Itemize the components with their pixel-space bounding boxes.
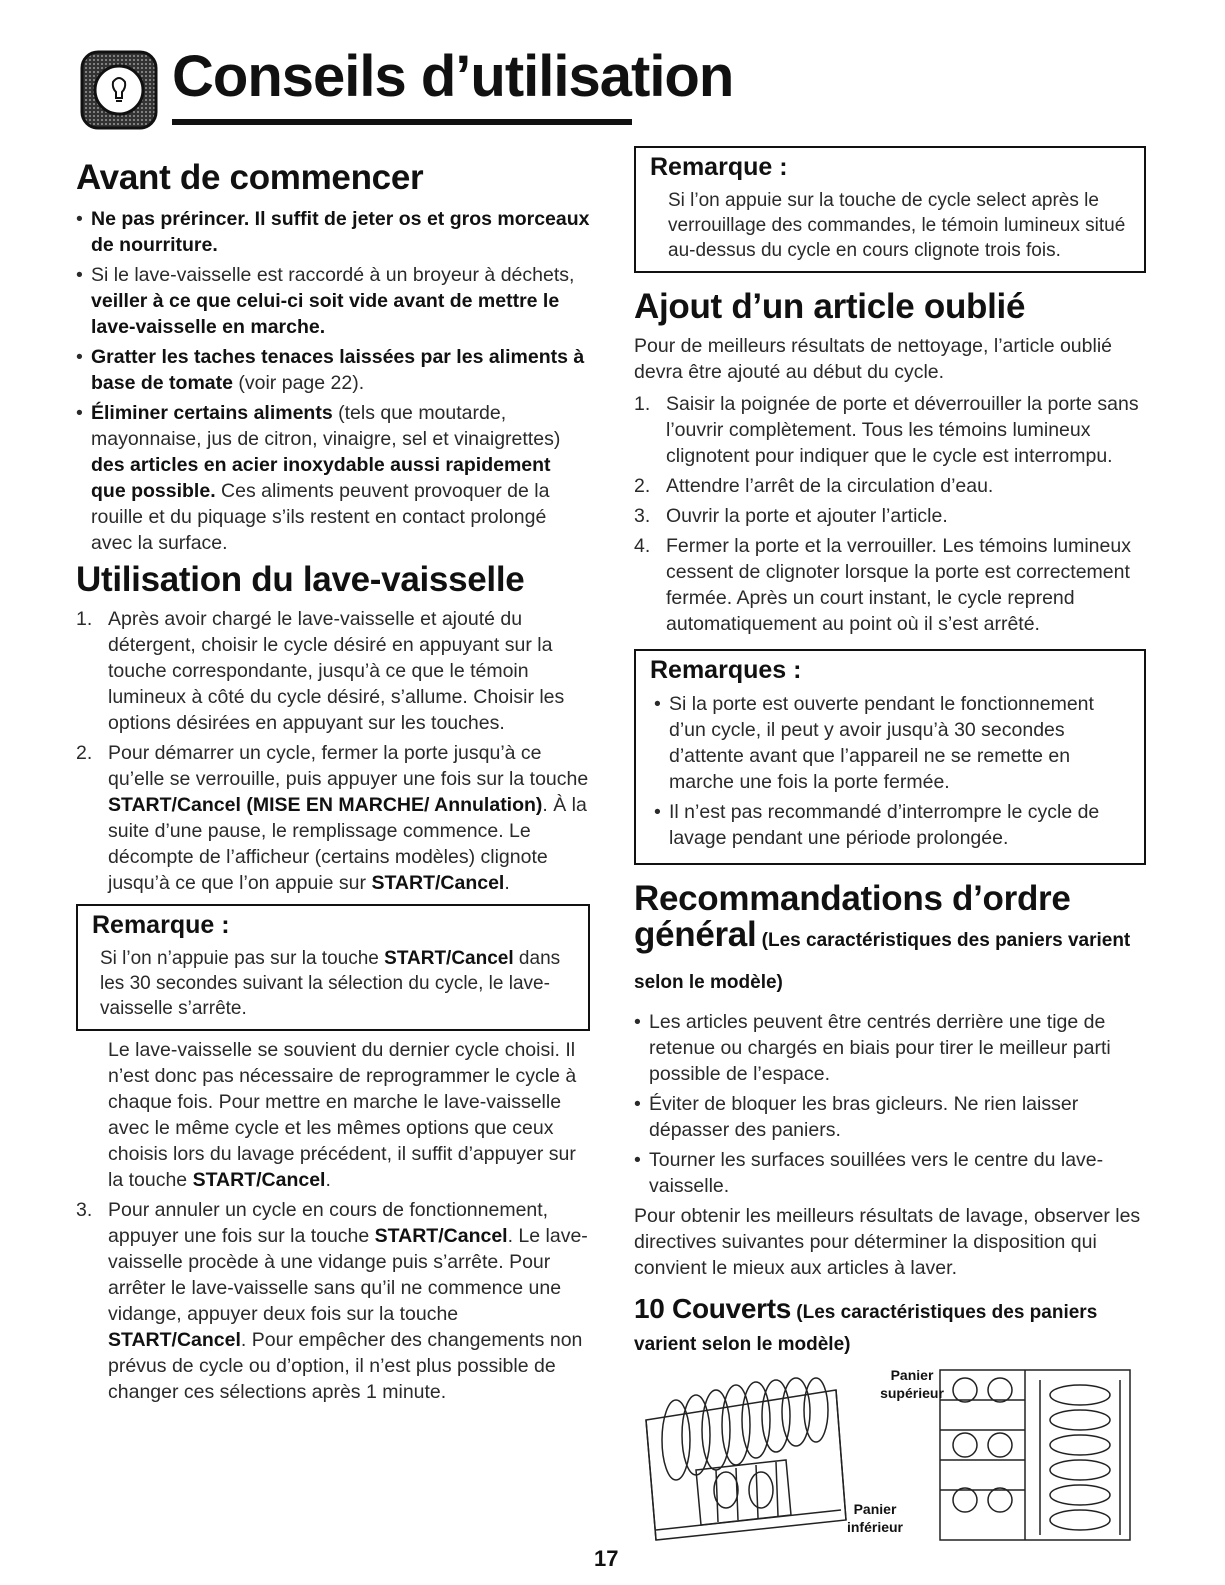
section-heading-utilisation: Utilisation du lave-vaisselle xyxy=(76,560,525,599)
section-heading-couverts: 10 Couverts (Les caractéristiques des paniers varient selon le modèle) xyxy=(634,1293,1098,1355)
label-upper-rack: Panier supérieur xyxy=(880,1367,944,1401)
section-heading-ajout: Ajout d’un article oublié xyxy=(634,287,1026,326)
note-box-start-cancel xyxy=(76,904,590,1031)
page-title: Conseils d’utilisation xyxy=(172,44,734,109)
section-heading-avant: Avant de commencer xyxy=(76,158,424,197)
step-item: 1. Après avoir chargé le lave-vaisselle et ajouté du détergent, choisir le cycle désiré en appuyant sur la touche correspondante, jusqu’à ce que le témoin lumineux à côté du cycle désiré, s’allume. Choisir les options désirées en appuyant sur les touches. xyxy=(76,608,565,734)
step-item: 1. Saisir la poignée de porte et déverrouiller la porte sans l’ouvrir complètement. Tous les témoins lumineux clignotent pour indiquer que le cycle est interrompu. xyxy=(634,393,1139,467)
note-heading: Remarque : xyxy=(92,911,230,939)
list-item: • Les articles peuvent être centrés derrière une tige de retenue ou chargés en biais pour tirer le meilleur parti possible de l’espace. xyxy=(634,1009,1146,1087)
remarques-list xyxy=(650,691,1132,851)
step-item: 4. Fermer la porte et la verrouiller. Les témoins lumineux cessent de clignoter lorsque la porte est correctement fermée. Après un court instant, le cycle reprend automatiquement au point où il s’est arrêté. xyxy=(634,535,1131,635)
dishwasher-lower-rack-illustration xyxy=(636,1350,856,1550)
note-heading: Remarques : xyxy=(650,656,802,684)
avant-list xyxy=(76,206,590,556)
page-number: 17 xyxy=(594,1546,619,1571)
list-item: • Éliminer certains aliments (tels que moutarde, mayonnaise, jus de citron, vinaigre, sel et vinaigrettes) des articles en acier inoxydable aussi rapidement que possible. Ces aliments peuvent provoquer de la rouille et du piquage s’ils restent en contact prolongé avec la surface. xyxy=(76,400,590,556)
ajout-steps xyxy=(634,391,1146,637)
list-item: • Si le lave-vaisselle est raccordé à un broyeur à déchets, veiller à ce que celui-ci soit vide avant de mettre le lave-vaisselle en marche. xyxy=(76,262,590,340)
note-box-remarques xyxy=(634,649,1146,865)
utilisation-steps xyxy=(76,606,590,896)
step-item: 3. Pour annuler un cycle en cours de fonctionnement, appuyer une fois sur la touche START/Cancel. Le lave-vaisselle procède à une vidange puis s’arrête. Pour arrêter le lave-vaisselle sans qu’il ne commence une vidange, appuyer deux fois sur la touche START/Cancel. Pour empêcher des changements non prévus de cycle ou d’option, il n’est plus possible de changer ces sélections après 1 minute. xyxy=(76,1199,588,1403)
right-column xyxy=(634,146,1146,1359)
reco-paragraph: Pour obtenir les meilleurs résultats de lavage, observer les directives suivantes pour déterminer la disposition qui convient le mieux aux articles à laver. xyxy=(634,1205,1141,1279)
dishwasher-upper-rack-illustration xyxy=(930,1360,1140,1550)
step-item: 3. Ouvrir la porte et ajouter l’article. xyxy=(634,505,948,527)
memory-paragraph: Le lave-vaisselle se souvient du dernier cycle choisi. Il n’est donc pas nécessaire de reprogrammer le cycle à chaque fois. Pour mettre en marche le lave-vaisselle avec le même cycle et les mêmes options que ceux choisis lors du lavage précédent, il suffit d’appuyer sur la touche START/Cancel. xyxy=(108,1039,577,1191)
list-item: • Éviter de bloquer les bras gicleurs. Ne rien laisser dépasser des paniers. xyxy=(634,1091,1146,1143)
ajout-intro: Pour de meilleurs résultats de nettoyage, l’article oublié devra être ajouté au début du cycle. xyxy=(634,335,1113,383)
note-text: Si l’on n’appuie pas sur la touche START/Cancel dans les 30 secondes suivant la sélection du cycle, le lave-vaisselle s’arrête. xyxy=(100,948,561,1019)
utilisation-steps-continued xyxy=(76,1197,590,1405)
reco-list xyxy=(634,1009,1146,1199)
list-item: • Ne pas prérincer. Il suffit de jeter os et gros morceaux de nourriture. xyxy=(76,206,590,258)
list-item: • Si la porte est ouverte pendant le fonctionnement d’un cycle, il peut y avoir jusqu’à 30 secondes d’attente avant que l’appareil ne se remette en marche une fois la porte fermée. xyxy=(654,691,1132,795)
tip-lightbulb-icon xyxy=(80,50,158,130)
title-rule xyxy=(172,119,632,125)
note-heading: Remarque : xyxy=(650,153,788,181)
list-item: • Gratter les taches tenaces laissées par les aliments à base de tomate (voir page 22). xyxy=(76,344,590,396)
list-item: • Il n’est pas recommandé d’interrompre le cycle de lavage pendant une période prolongée. xyxy=(654,799,1132,851)
note-box-cycle-select xyxy=(634,146,1146,273)
list-item: • Tourner les surfaces souillées vers le centre du lave-vaisselle. xyxy=(634,1147,1146,1199)
step-item: 2. Pour démarrer un cycle, fermer la porte jusqu’à ce qu’elle se verrouille, puis appuyer une fois sur la touche START/Cancel (MISE EN MARCHE/ Annulation). À la suite d’une pause, le remplissage commence. Le décompte de l’afficheur (certains modèles) clignote jusqu’à ce que l’on appuie sur START/Cancel. xyxy=(76,742,589,894)
label-lower-rack: Panier inférieur xyxy=(846,1501,903,1535)
section-heading-reco: Recommandations d’ordre général (Les caractéristiques des paniers varient selon le modèle) xyxy=(634,879,1131,993)
step-item: 2. Attendre l’arrêt de la circulation d’eau. xyxy=(634,475,994,497)
note-text: Si l’on appuie sur la touche de cycle select après le verrouillage des commandes, le témoin lumineux situé au-dessus du cycle en cours clignote trois fois. xyxy=(668,190,1126,261)
left-column xyxy=(76,150,590,1409)
